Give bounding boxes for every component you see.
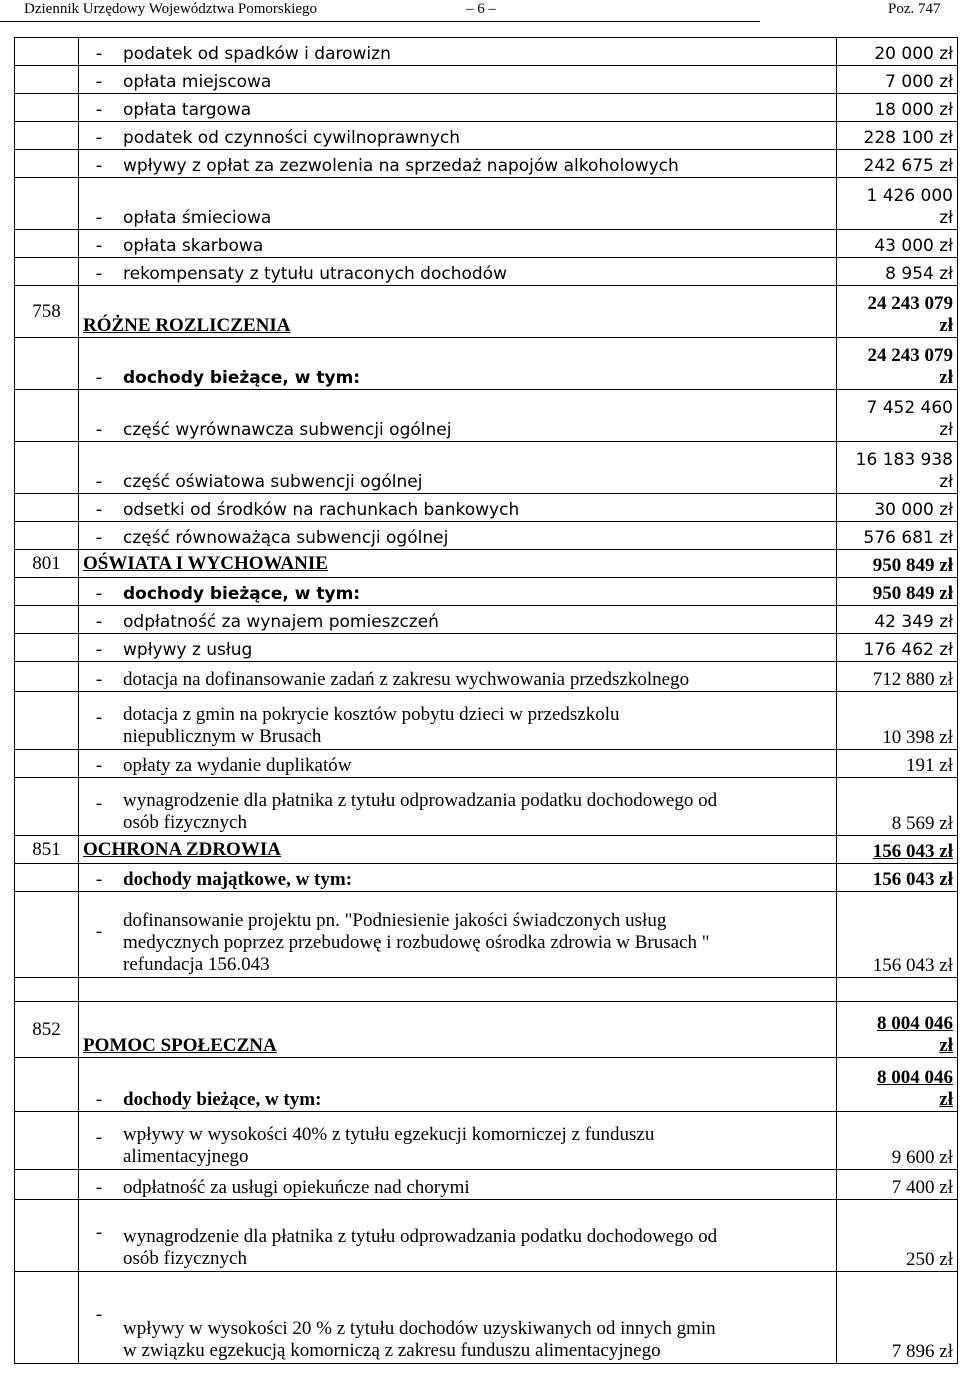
bullet-dash: - [79, 442, 120, 494]
amount [837, 122, 958, 150]
bullet-dash: - [79, 1058, 120, 1112]
bullet-dash: - [79, 494, 120, 522]
amount-line: zł [939, 367, 953, 388]
section-row [15, 1002, 958, 1058]
division-code [15, 442, 79, 494]
item-description [119, 66, 837, 94]
amount [837, 522, 958, 550]
amount-line: 20 000 zł [874, 44, 953, 64]
bullet-dash: - [79, 864, 120, 892]
description-line: dochody bieżące, w tym: [123, 368, 361, 388]
table-row [15, 258, 958, 286]
bullet-dash: - [79, 750, 120, 778]
bullet-dash: - [79, 578, 120, 606]
item-description [119, 1170, 837, 1200]
table-row [15, 578, 958, 606]
item-description [119, 522, 837, 550]
amount-line: 8 569 zł [891, 813, 953, 834]
budget-table-body [15, 38, 958, 1364]
amount-line: 7 452 460 [866, 398, 953, 418]
amount [837, 1112, 958, 1170]
table-row [15, 634, 958, 662]
division-code [15, 864, 79, 892]
amount [837, 1058, 958, 1112]
section-title [79, 286, 837, 338]
table-row [15, 1112, 958, 1170]
description-line: niepublicznym w Brusach [123, 726, 322, 747]
description-line: część równoważąca subwencji ogólnej [123, 528, 449, 548]
description-line: odpłatność za wynajem pomieszczeń [123, 612, 439, 632]
division-code [15, 1170, 79, 1200]
bullet-dash: - [79, 178, 120, 230]
division-code: 851 [15, 836, 79, 864]
item-description [119, 692, 837, 750]
description-line: w związku egzekucją komorniczą z zakresu funduszu alimentacyjnego [123, 1340, 661, 1361]
description-line: medycznych poprzez przebudowę i rozbudowę ośrodka zdrowia w Brusach " [123, 932, 710, 953]
amount-line: 1 426 000 [866, 186, 953, 206]
amount-line: 950 849 zł [872, 583, 953, 604]
item-description [119, 390, 837, 442]
bullet-dash: - [79, 634, 120, 662]
item-description [119, 258, 837, 286]
amount-line: 24 243 079 [867, 293, 953, 314]
bullet-dash: - [79, 1170, 120, 1200]
amount-line: 43 000 zł [874, 236, 953, 256]
description-line: opłata skarbowa [123, 236, 264, 256]
table-row [15, 750, 958, 778]
division-code [15, 1200, 79, 1272]
amount [837, 258, 958, 286]
division-code [15, 338, 79, 390]
amount-line: 250 zł [906, 1249, 953, 1270]
amount-line: 156 043 zł [872, 869, 953, 890]
amount-line: 950 849 zł [872, 555, 953, 576]
bullet-dash: - [79, 662, 120, 692]
bullet-dash: - [79, 606, 120, 634]
page-number: – 6 – [466, 1, 496, 17]
item-description [119, 1112, 837, 1170]
table-row [15, 494, 958, 522]
division-code [15, 178, 79, 230]
division-code [15, 634, 79, 662]
amount-line: 7 400 zł [891, 1177, 953, 1198]
table-row [15, 1272, 958, 1364]
division-code: 801 [15, 550, 79, 578]
division-code: 852 [15, 1002, 79, 1058]
amount [837, 1272, 958, 1364]
bullet-dash: - [79, 122, 120, 150]
amount [837, 978, 958, 1002]
description-line: dochody bieżące, w tym: [123, 1089, 322, 1110]
division-code [15, 230, 79, 258]
bullet-dash: - [79, 778, 120, 836]
amount [837, 864, 958, 892]
section-row [15, 836, 958, 864]
amount [837, 836, 958, 864]
table-row [15, 66, 958, 94]
amount [837, 494, 958, 522]
division-code [15, 1112, 79, 1170]
description-line: wpływy z opłat za zezwolenia na sprzedaż napojów alkoholowych [123, 156, 679, 176]
description-line: alimentacyjnego [123, 1146, 249, 1167]
amount-line: 176 462 zł [863, 640, 953, 660]
description-line: opłata śmieciowa [123, 208, 272, 228]
amount [837, 66, 958, 94]
division-code [15, 1272, 79, 1364]
bullet-dash: - [79, 390, 120, 442]
table-row [15, 1170, 958, 1200]
division-code [15, 606, 79, 634]
amount [837, 286, 958, 338]
description-line: dochody bieżące, w tym: [123, 584, 361, 604]
description-line: osób fizycznych [123, 812, 247, 833]
section-title-text: RÓŻNE ROZLICZENIA [83, 315, 291, 336]
description-line: część wyrównawcza subwencji ogólnej [123, 420, 452, 440]
description-line: rekompensaty z tytułu utraconych dochodów [123, 264, 507, 284]
amount [837, 94, 958, 122]
division-code [15, 150, 79, 178]
amount [837, 1002, 958, 1058]
table-row [15, 230, 958, 258]
division-code [15, 122, 79, 150]
amount-line: zł [939, 1089, 953, 1110]
item-description [119, 662, 837, 692]
description-line: odsetki od środków na rachunkach bankowych [123, 500, 520, 520]
division-code [15, 750, 79, 778]
bullet-dash: - [79, 150, 120, 178]
amount [837, 750, 958, 778]
item-description [119, 494, 837, 522]
table-row [15, 390, 958, 442]
division-code [15, 1058, 79, 1112]
item-description [119, 230, 837, 258]
division-code [15, 38, 79, 66]
amount [837, 38, 958, 66]
amount-line: 16 183 938 [855, 450, 953, 470]
description-line: osób fizycznych [123, 1248, 247, 1269]
amount-line: zł [939, 420, 953, 440]
division-code [15, 494, 79, 522]
amount-line: 228 100 zł [863, 128, 953, 148]
amount-line: 712 880 zł [872, 669, 953, 690]
bullet-dash: - [79, 38, 120, 66]
amount [837, 778, 958, 836]
division-code [15, 390, 79, 442]
table-row [15, 38, 958, 66]
amount-line: zł [939, 315, 953, 336]
amount-line: 156 043 zł [872, 841, 953, 862]
header-rule [0, 21, 760, 22]
item-description [119, 122, 837, 150]
amount-line: 191 zł [906, 755, 953, 776]
item-description [119, 892, 837, 978]
item-description [119, 978, 837, 1002]
amount [837, 634, 958, 662]
amount [837, 1200, 958, 1272]
item-description [119, 1058, 837, 1112]
amount [837, 662, 958, 692]
amount-line: 10 398 zł [882, 727, 953, 748]
division-code [15, 692, 79, 750]
item-description [119, 150, 837, 178]
description-line: dofinansowanie projektu pn. "Podniesienie jakości świadczonych usług [123, 910, 667, 931]
amount-line: 8 004 046 [877, 1013, 953, 1034]
amount [837, 150, 958, 178]
amount-line: 242 675 zł [863, 156, 953, 176]
description-line: dotacja z gmin na pokrycie kosztów pobytu dzieci w przedszkolu [123, 704, 620, 725]
description-line: wynagrodzenie dla płatnika z tytułu odprowadzania podatku dochodowego od [123, 790, 718, 811]
description-line: opłaty za wydanie duplikatów [123, 755, 352, 776]
amount-line: 7 896 zł [891, 1341, 953, 1362]
page-header [0, 0, 960, 22]
division-code [15, 94, 79, 122]
amount-line: 18 000 zł [874, 100, 953, 120]
journal-title: Dziennik Urzędowy Województwa Pomorskiego [24, 1, 318, 17]
bullet-dash: - [79, 230, 120, 258]
division-code [15, 66, 79, 94]
amount-line: 42 349 zł [874, 612, 953, 632]
amount-line: 30 000 zł [874, 500, 953, 520]
description-line: wpływy w wysokości 20 % z tytułu dochodów uzyskiwanych od innych gmin [123, 1318, 716, 1339]
section-title [79, 550, 837, 578]
table-row [15, 1058, 958, 1112]
division-code [15, 522, 79, 550]
amount [837, 892, 958, 978]
bullet-dash [79, 978, 120, 1002]
table-row [15, 178, 958, 230]
item-description [119, 606, 837, 634]
division-code [15, 662, 79, 692]
description-line: podatek od spadków i darowizn [123, 44, 391, 64]
item-description [119, 864, 837, 892]
division-code [15, 978, 79, 1002]
section-title-text: POMOC SPOŁECZNA [83, 1035, 277, 1056]
table-row [15, 892, 958, 978]
section-title [79, 836, 837, 864]
item-description [119, 750, 837, 778]
amount-line: 24 243 079 [867, 345, 953, 366]
amount-line: zł [939, 208, 953, 228]
amount-line: 8 954 zł [885, 264, 953, 284]
description-line: odpłatność za usługi opiekuńcze nad chorymi [123, 1177, 470, 1198]
description-line: dotacja na dofinansowanie zadań z zakresu wychwowania przedszkolnego [123, 669, 690, 690]
item-description [119, 442, 837, 494]
table-row [15, 442, 958, 494]
table-row [15, 338, 958, 390]
amount [837, 606, 958, 634]
table-row [15, 122, 958, 150]
item-description [119, 178, 837, 230]
item-description [119, 94, 837, 122]
bullet-dash: - [79, 692, 120, 750]
table-row [15, 522, 958, 550]
table-row [15, 1200, 958, 1272]
position-number: Poz. 747 [888, 1, 941, 17]
amount [837, 178, 958, 230]
description-line: część oświatowa subwencji ogólnej [123, 472, 423, 492]
amount [837, 692, 958, 750]
section-row [15, 286, 958, 338]
table-row [15, 606, 958, 634]
amount [837, 578, 958, 606]
division-code [15, 778, 79, 836]
description-line: wpływy z usług [123, 640, 253, 660]
table-row [15, 662, 958, 692]
amount [837, 550, 958, 578]
division-code [15, 258, 79, 286]
amount-line: 8 004 046 [877, 1067, 953, 1088]
table-row [15, 864, 958, 892]
section-row [15, 550, 958, 578]
bullet-dash: - [79, 892, 120, 978]
amount-line: 7 000 zł [885, 72, 953, 92]
section-title-text: OCHRONA ZDROWIA [83, 838, 281, 860]
table-row [15, 150, 958, 178]
table-row [15, 978, 958, 1002]
bullet-dash: - [79, 94, 120, 122]
item-description [119, 338, 837, 390]
budget-table [14, 37, 958, 1364]
item-description [119, 578, 837, 606]
bullet-dash: - [79, 66, 120, 94]
amount-line: 156 043 zł [872, 955, 953, 976]
bullet-dash: - [79, 338, 120, 390]
division-code: 758 [15, 286, 79, 338]
description-line: wynagrodzenie dla płatnika z tytułu odprowadzania podatku dochodowego od [123, 1226, 718, 1247]
amount [837, 338, 958, 390]
amount [837, 230, 958, 258]
amount-line: 9 600 zł [891, 1147, 953, 1168]
bullet-dash: - [79, 1200, 120, 1272]
table-row [15, 94, 958, 122]
bullet-dash: - [79, 1112, 120, 1170]
table-row [15, 692, 958, 750]
item-description [119, 778, 837, 836]
amount-line: zł [939, 472, 953, 492]
amount [837, 442, 958, 494]
description-line: opłata miejscowa [123, 72, 272, 92]
amount [837, 1170, 958, 1200]
description-line: dochody majątkowe, w tym: [123, 869, 353, 890]
bullet-dash: - [79, 258, 120, 286]
bullet-dash: - [79, 1272, 120, 1364]
section-title [79, 1002, 837, 1058]
amount-line: zł [939, 1035, 953, 1056]
table-row [15, 778, 958, 836]
item-description [119, 1272, 837, 1364]
division-code [15, 892, 79, 978]
description-line: refundacja 156.043 [123, 954, 270, 975]
division-code [15, 578, 79, 606]
description-line: wpływy w wysokości 40% z tytułu egzekucji komorniczej z funduszu [123, 1124, 655, 1145]
bullet-dash: - [79, 522, 120, 550]
item-description [119, 38, 837, 66]
section-title-text: OŚWIATA I WYCHOWANIE [83, 552, 328, 574]
amount-line: 576 681 zł [863, 528, 953, 548]
description-line: opłata targowa [123, 100, 252, 120]
item-description [119, 1200, 837, 1272]
description-line: podatek od czynności cywilnoprawnych [123, 128, 460, 148]
amount [837, 390, 958, 442]
item-description [119, 634, 837, 662]
